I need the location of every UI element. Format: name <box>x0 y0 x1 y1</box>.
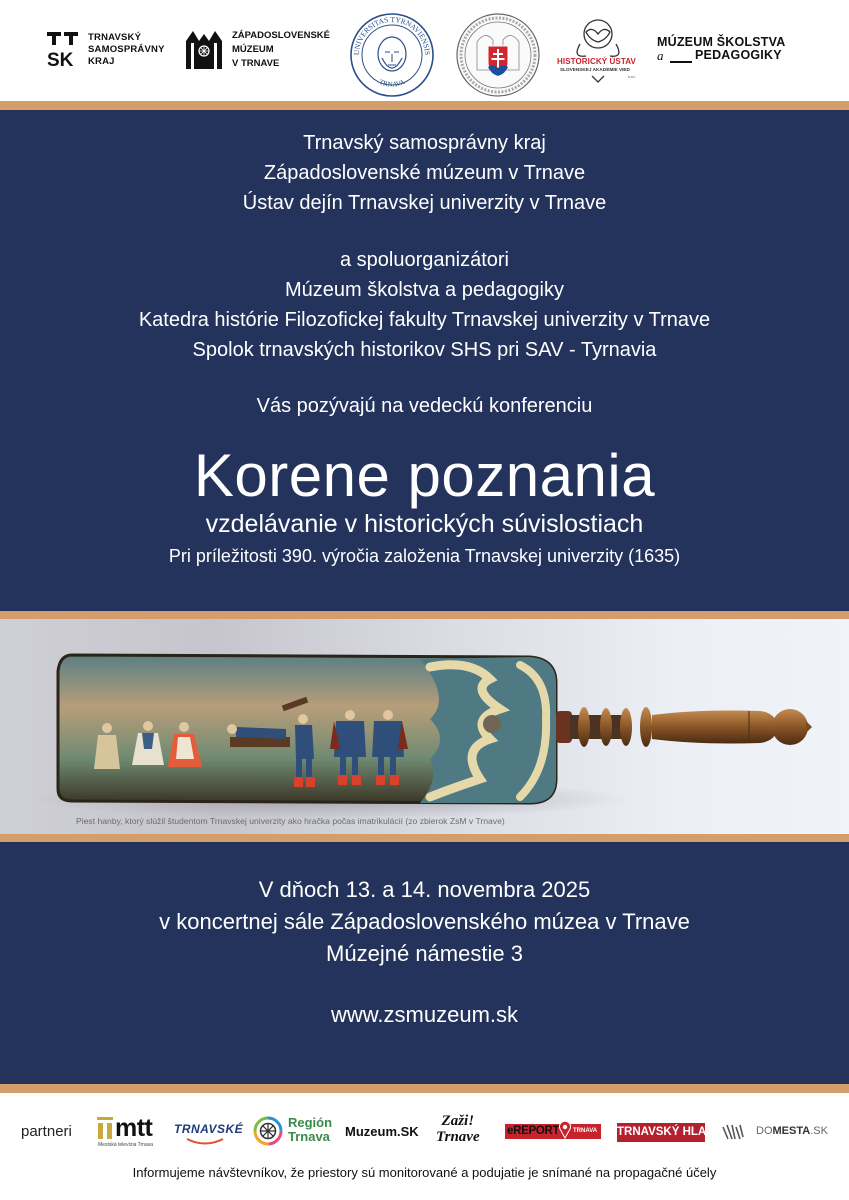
svg-text:SK: SK <box>47 50 74 68</box>
tsk-mark-icon <box>47 30 79 68</box>
conference-subtitle: vzdelávanie v historických súvislostiach <box>205 510 644 538</box>
museum-building-icon <box>186 29 222 69</box>
mtt-sub: Mestská televízia Trnava <box>98 1142 154 1148</box>
accent-band-mid-2 <box>0 834 849 842</box>
co-organizer-line: Múzeum školstva a pedagogiky <box>284 279 565 301</box>
domesta-post: .SK <box>810 1125 828 1137</box>
domesta-buildings-icon <box>722 1123 744 1141</box>
event-venue: v koncertnej sále Západoslovenského múzea v Trnave <box>159 909 690 934</box>
co-organizer-line: Katedra histórie Filozofickej fakulty Trnavskej univerzity v Trnave <box>138 309 711 331</box>
tsk-line-2: SAMOSPRÁVNY <box>88 44 165 55</box>
zsm-logo-text <box>232 29 330 71</box>
co-organizer-line: Spolok trnavských historikov SHS pri SAV - Tyrnavia <box>192 339 657 361</box>
ereport-name: eREPORT <box>507 1125 560 1137</box>
historical-society-seal-icon <box>455 12 541 98</box>
university-seal-icon <box>349 12 435 98</box>
region-line-2: Trnava <box>288 1129 330 1144</box>
paddle-of-shame-image <box>0 619 849 834</box>
zsm-line-1: ZÁPADOSLOVENSKÉ <box>232 30 331 41</box>
event-details <box>0 874 849 970</box>
zsm-line-2: MÚZEUM <box>232 44 274 55</box>
event-address: Múzejné námestie 3 <box>326 941 523 966</box>
zsm-line-3: V TRNAVE <box>232 58 280 69</box>
hu-subtitle: SLOVENSKEJ AKADÉMIE VIED <box>560 67 630 72</box>
hu-suffix: v.v.i. <box>628 74 636 79</box>
tsk-line-1: TRNAVSKÝ <box>88 32 142 43</box>
artifact-photo <box>0 619 849 834</box>
trnavske-name: TRNAVSKÉ <box>174 1122 244 1136</box>
ereport-city: TRNAVA <box>573 1128 598 1134</box>
hu-title: HISTORICKÝ ÚSTAV <box>557 57 636 66</box>
domesta-pre: DO <box>756 1125 773 1137</box>
mtt-bars-icon <box>97 1117 113 1139</box>
conference-occasion: Pri príležitosti 390. výročia založenia Trnavskej univerzity (1635) <box>168 546 681 566</box>
map-pin-icon <box>559 1121 571 1139</box>
conference-title: Korene poznania <box>193 442 656 509</box>
accent-band-bottom <box>0 1084 849 1093</box>
partner-logo-ereport <box>505 1124 601 1139</box>
partner-logo-muzeum-sk: Muzeum.SK <box>345 1124 419 1139</box>
msp-underline <box>670 61 692 63</box>
accent-band-top <box>0 101 849 110</box>
region-line-1: Región <box>288 1115 333 1130</box>
website-link-text[interactable]: www.zsmuzeum.sk <box>330 1002 519 1027</box>
accent-band-mid-1 <box>0 611 849 619</box>
organizer-line: Trnavský samosprávny kraj <box>303 132 546 154</box>
region-wheel-icon <box>253 1116 283 1146</box>
svg-text:UNIVERSITAS TYRNAVIENSIS: UNIVERSITAS TYRNAVIENSIS <box>351 14 433 56</box>
domesta-bold: MESTA <box>772 1125 811 1137</box>
tsk-logo-text <box>88 32 165 68</box>
partner-logo-zazi-trnave <box>436 1113 480 1145</box>
website-link[interactable] <box>0 1000 849 1030</box>
photo-caption: Piest hanby, ktorý slúžil študentom Trnavskej univerzity ako hračka počas imatrikulácií (zo zbierok ZsM v Trnave) <box>76 816 505 826</box>
msp-line-1: MÚZEUM ŠKOLSTVA <box>657 35 786 49</box>
organizer-line: Západoslovenské múzeum v Trnave <box>263 162 586 184</box>
msp-a: a <box>657 48 664 63</box>
zazi-line-2: Trnave <box>436 1129 480 1145</box>
msp-line-2: PEDAGOGIKY <box>695 48 782 62</box>
partners-label: partneri <box>21 1123 72 1140</box>
organizer-line: Ústav dejín Trnavskej univerzity v Trnave <box>242 192 607 214</box>
main-organizers <box>0 128 849 218</box>
smile-arc-icon <box>186 1138 224 1146</box>
event-date: V dňoch 13. a 14. novembra 2025 <box>258 877 591 902</box>
mtt-name: mtt <box>115 1114 153 1142</box>
monitoring-notice: Informujeme návštevníkov, že priestory sú monitorované a podujatie je snímané na propagačné účely <box>132 1165 717 1180</box>
tsk-line-3: KRAJ <box>88 56 115 67</box>
co-organizers-intro: a spoluorganizátori <box>340 249 509 271</box>
partner-logo-trnavsky-hlas: TRNAVSKÝ HLAS <box>617 1123 705 1142</box>
svg-text:TRNAVA: TRNAVA <box>377 78 407 89</box>
invitation-text: Vás pozývajú na vedeckú konferenciu <box>256 395 593 417</box>
co-organizers <box>0 245 849 365</box>
zazi-line-1: Zaži! <box>441 1113 475 1129</box>
header-logos <box>0 0 849 101</box>
